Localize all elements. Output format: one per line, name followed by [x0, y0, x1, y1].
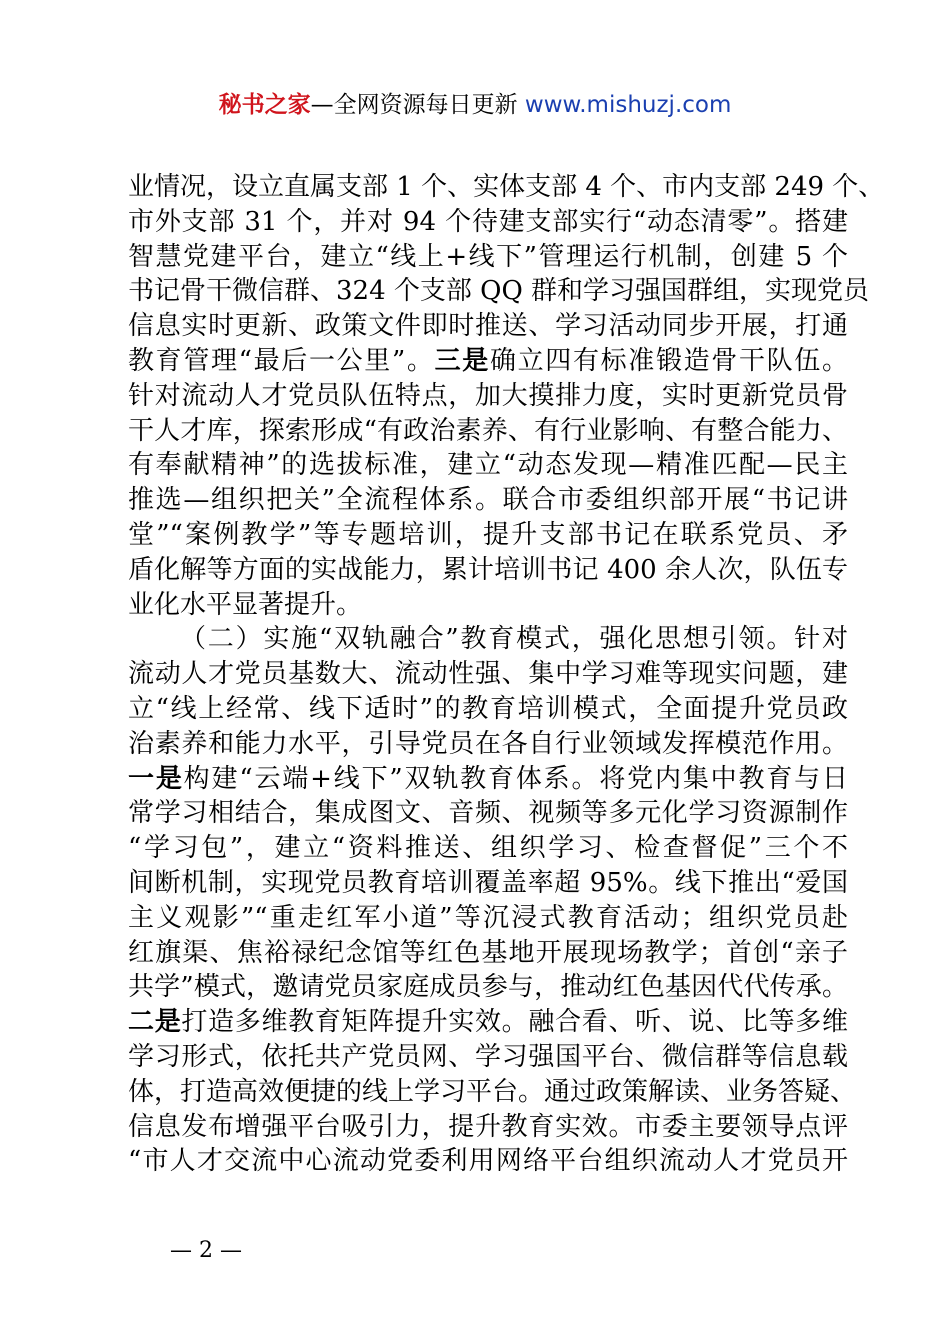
- text-line: [128, 309, 848, 344]
- text-line: [128, 727, 848, 762]
- text-line: [128, 622, 848, 657]
- line-text: 市外支部 31 个，并对 94 个待建支部实行“动态清零”。搭建: [128, 206, 848, 237]
- line-text: 业化水平显著提升。: [128, 589, 363, 620]
- header-brand: 秘书之家: [218, 92, 311, 118]
- line-text: 治素养和能力水平，引导党员在各自行业领域发挥模范作用。: [128, 728, 848, 759]
- text-line: [128, 379, 848, 414]
- text-line: [128, 344, 848, 379]
- text-line: [128, 588, 848, 623]
- line-text: 业情况，设立直属支部 1 个、实体支部 4 个、市内支部 249 个、: [128, 172, 885, 202]
- text-line: [128, 518, 848, 553]
- text-line: [128, 240, 848, 275]
- text-line: [128, 553, 848, 588]
- line-text: 信息发布增强平台吸引力，提升教育实效。市委主要领导点评: [128, 1111, 848, 1142]
- text-line: [128, 170, 885, 205]
- line-text-rest: 构建“云端+线下”双轨教育体系。将党内集中教育与日: [183, 763, 848, 794]
- header-slogan: —全网资源每日更新: [310, 92, 518, 118]
- line-text-rest: 打造多维教育矩阵提升实效。融合看、听、说、比等多维: [181, 1007, 848, 1038]
- text-line: [128, 831, 848, 866]
- line-text: “市人才交流中心流动党委利用网络平台组织流动人才党员开: [128, 1146, 848, 1177]
- line-text: 盾化解等方面的实战能力，累计培训书记 400 余人次，队伍专: [128, 554, 848, 585]
- text-line: [128, 657, 848, 692]
- line-text: 体，打造高效便捷的线上学习平台。通过政策解读、业务答疑、: [128, 1076, 857, 1107]
- line-text: 学习形式，依托共产党员网、学习强国平台、微信群等信息载: [128, 1041, 848, 1072]
- line-text: 干人才库，探索形成“有政治素养、有行业影响、有整合能力、: [128, 415, 848, 446]
- line-text: 教育管理“最后一公里”。: [128, 345, 435, 376]
- bold-lead: 二是: [128, 1007, 182, 1038]
- text-line: [128, 936, 848, 971]
- document-body: [128, 170, 885, 1179]
- page-number: — 2 —: [170, 1238, 242, 1263]
- line-text: 红旗渠、焦裕禄纪念馆等红色基地开展现场教学；首创“亲子: [128, 937, 848, 968]
- text-line: [128, 692, 848, 727]
- text-line: [128, 796, 848, 831]
- line-text: 信息实时更新、政策文件即时推送、学习活动同步开展，打通: [128, 311, 848, 342]
- line-text-rest: 确立四有标准锻造骨干队伍。: [489, 345, 848, 376]
- text-line: [128, 1110, 848, 1145]
- text-line: [128, 1005, 848, 1040]
- text-line: [128, 1040, 848, 1075]
- line-text: 有奉献精神”的选拔标准，建立“动态发现—精准匹配—民主: [128, 450, 848, 481]
- text-line: [128, 274, 870, 309]
- line-text: （二）实施“双轨融合”教育模式，强化思想引领。针对: [180, 624, 848, 655]
- text-line: [128, 901, 848, 936]
- text-line: [128, 1075, 857, 1110]
- text-line: [128, 970, 848, 1005]
- page-header: [0, 90, 950, 120]
- line-text: 针对流动人才党员队伍特点，加大摸排力度，实时更新党员骨: [128, 380, 848, 411]
- line-text: 智慧党建平台，建立“线上+线下”管理运行机制，创建 5 个: [128, 241, 848, 272]
- bold-lead: 三是: [434, 345, 490, 376]
- line-text: 堂”“案例教学”等专题培训，提升支部书记在联系党员、矛: [128, 519, 848, 550]
- line-text: 立“线上经常、线下适时”的教育培训模式，全面提升党员政: [128, 693, 848, 724]
- line-text: 推选—组织把关”全流程体系。联合市委组织部开展“书记讲: [128, 485, 848, 516]
- line-text: 流动人才党员基数大、流动性强、集中学习难等现实问题，建: [128, 659, 848, 690]
- line-text: 共学”模式，邀请党员家庭成员参与，推动红色基因代代传承。: [128, 972, 848, 1003]
- text-line: [128, 866, 848, 901]
- header-url[interactable]: www.mishuzj.com: [524, 92, 732, 118]
- text-line: [128, 205, 848, 240]
- line-text: 书记骨干微信群、324 个支部 QQ 群和学习强国群组，实现党员: [128, 276, 870, 307]
- line-text: “学习包”，建立“资料推送、组织学习、检查督促”三个不: [128, 833, 848, 864]
- bold-lead: 一是: [128, 763, 184, 794]
- text-line: [128, 448, 848, 483]
- line-text: 主义观影”“重走红军小道”等沉浸式教育活动；组织党员赴: [128, 902, 848, 933]
- text-line: [128, 1144, 848, 1179]
- text-line: [128, 762, 848, 797]
- text-line: [128, 483, 848, 518]
- line-text: 间断机制，实现党员教育培训覆盖率超 95%。线下推出“爱国: [128, 867, 848, 898]
- text-line: [128, 414, 848, 449]
- line-text: 常学习相结合，集成图文、音频、视频等多元化学习资源制作: [128, 798, 848, 829]
